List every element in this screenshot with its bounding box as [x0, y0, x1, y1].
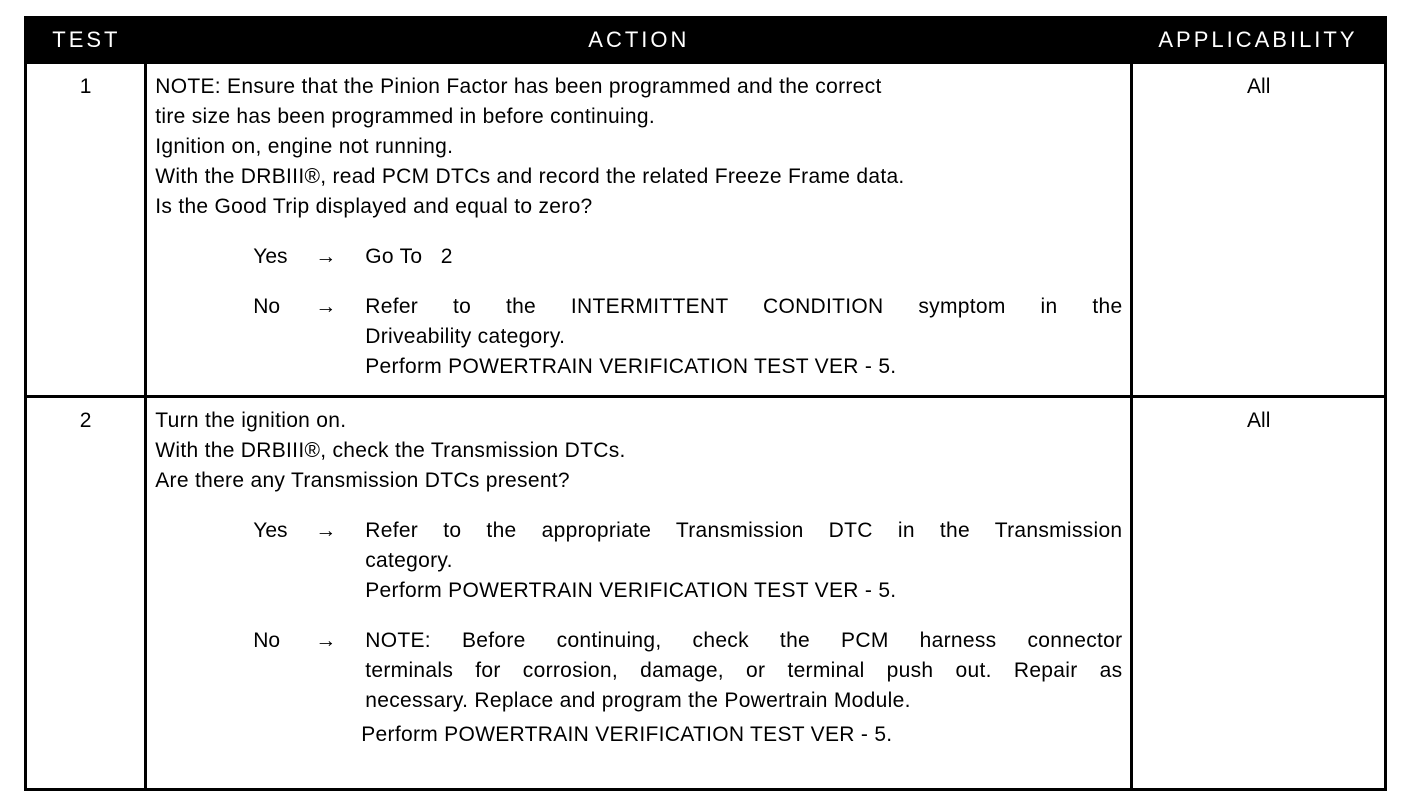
yes-label: Yes [253, 519, 288, 542]
action-cell [146, 63, 1132, 397]
result-line: Go To 2 [365, 245, 453, 268]
result-line: terminals for corrosion, damage, or terminal push out. Repair as [365, 659, 1123, 682]
test-number: 2 [26, 397, 146, 790]
no-outcome [253, 626, 1122, 750]
result-line: Refer to the appropriate Transmission DTC in the Transmission [365, 519, 1123, 542]
table-header-row [26, 18, 1386, 63]
yes-result [365, 242, 1122, 272]
result-line: Perform POWERTRAIN VERIFICATION TEST VER - 5. [365, 355, 897, 378]
result-line: Refer to the INTERMITTENT CONDITION symptom in the [365, 295, 1123, 318]
header-applicability: APPLICABILITY [1132, 18, 1386, 63]
header-action: ACTION [146, 18, 1132, 63]
result-line: Perform POWERTRAIN VERIFICATION TEST VER - 5. [365, 579, 897, 602]
action-line: Turn the ignition on. [155, 409, 347, 432]
result-line: category. [365, 549, 453, 572]
applicability-value: All [1132, 63, 1386, 397]
action-line: With the DRBIII®, read PCM DTCs and record the related Freeze Frame data. [155, 165, 905, 188]
right-arrow-icon: → [315, 519, 337, 542]
yes-result [365, 516, 1122, 606]
right-arrow-icon: → [315, 295, 337, 318]
header-test: TEST [26, 18, 146, 63]
result-line: Perform POWERTRAIN VERIFICATION TEST VER - 5. [361, 723, 893, 746]
action-line: Ignition on, engine not running. [155, 135, 454, 158]
no-outcome [253, 292, 1122, 382]
table-row [26, 63, 1386, 397]
diagnostic-test-table [24, 16, 1387, 791]
yes-outcome [253, 516, 1122, 606]
action-line: Are there any Transmission DTCs present? [155, 469, 570, 492]
no-result [365, 292, 1122, 382]
action-line: tire size has been programmed in before continuing. [155, 105, 655, 128]
yes-label: Yes [253, 245, 288, 268]
result-line: Driveability category. [365, 325, 566, 348]
action-line: Is the Good Trip displayed and equal to zero? [155, 195, 593, 218]
applicability-value: All [1132, 397, 1386, 790]
no-result [361, 626, 1123, 750]
action-line: With the DRBIII®, check the Transmission DTCs. [155, 439, 626, 462]
test-number: 1 [26, 63, 146, 397]
action-line: NOTE: Ensure that the Pinion Factor has been programmed and the correct [155, 75, 882, 98]
result-line: necessary. Replace and program the Powertrain Module. [365, 689, 911, 712]
no-label: No [253, 629, 281, 652]
table-row [26, 397, 1386, 790]
action-cell [146, 397, 1132, 790]
no-label: No [253, 295, 281, 318]
result-line: NOTE: Before continuing, check the PCM harness connector [365, 629, 1123, 652]
right-arrow-icon: → [315, 629, 337, 652]
right-arrow-icon: → [315, 245, 337, 268]
yes-outcome [253, 242, 1122, 272]
